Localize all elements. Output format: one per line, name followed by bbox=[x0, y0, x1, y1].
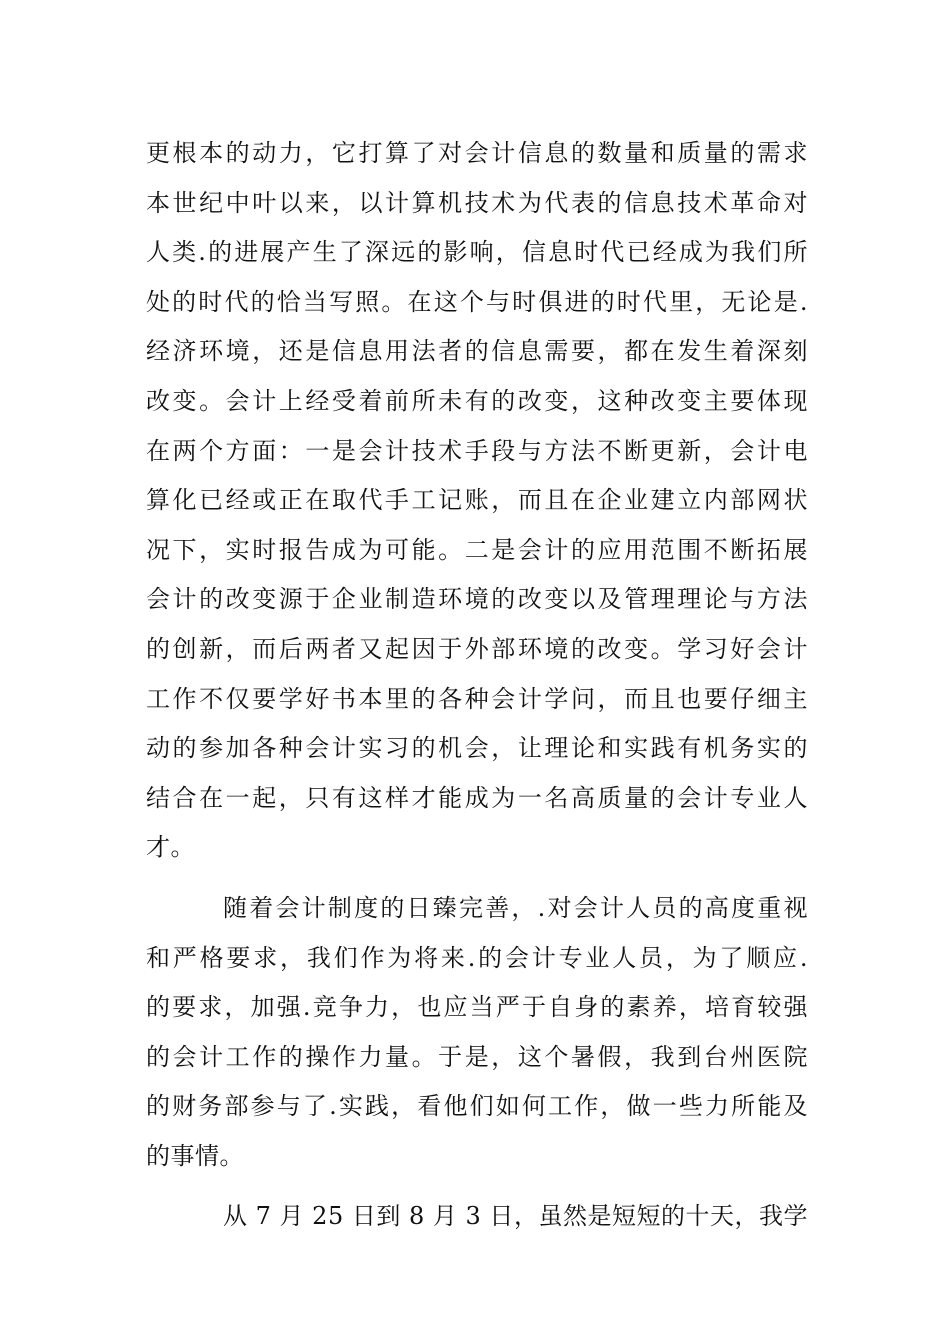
text-line: 的财务部参与了.实践，看他们如何工作，做一些力所能及 bbox=[146, 1092, 808, 1121]
text-line: 的事情。 bbox=[146, 1141, 244, 1170]
text-line: 工作不仅要学好书本里的各种会计学问，而且也要仔细主 bbox=[146, 684, 808, 713]
text-line: 从 7 月 25 日到 8 月 3 日，虽然是短短的十天，我学 bbox=[223, 1202, 808, 1231]
text-line: 人类.的进展产生了深远的影响，信息时代已经成为我们所 bbox=[146, 238, 808, 267]
text-line: 在两个方面：一是会计技术手段与方法不断更新，会计电 bbox=[146, 436, 808, 465]
text-line: 的创新，而后两者又起因于外部环境的改变。学习好会计 bbox=[146, 634, 808, 663]
paragraph-2 bbox=[146, 884, 808, 1182]
text-line: 的会计工作的操作力量。于是，这个暑假，我到台州医院 bbox=[146, 1042, 808, 1071]
paragraph-1 bbox=[146, 129, 808, 873]
text-line: 动的参加各种会计实习的机会，让理论和实践有机务实的 bbox=[146, 734, 808, 763]
text-line: 才。 bbox=[146, 833, 195, 862]
text-line: 的要求，加强.竞争力，也应当严于自身的素养，培育较强 bbox=[146, 993, 808, 1022]
paragraph-3 bbox=[146, 1192, 808, 1242]
text-line: 和严格要求，我们作为将来.的会计专业人员，为了顺应. bbox=[146, 943, 808, 972]
text-line: 结合在一起，只有这样才能成为一名高质量的会计专业人 bbox=[146, 783, 808, 812]
text-line: 改变。会计上经受着前所未有的改变，这种改变主要体现 bbox=[146, 386, 808, 415]
text-line: 处的时代的恰当写照。在这个与时俱进的时代里，无论是. bbox=[146, 287, 808, 316]
text-line: 本世纪中叶以来，以计算机技术为代表的信息技术革命对 bbox=[146, 188, 808, 217]
text-line: 况下，实时报告成为可能。二是会计的应用范围不断拓展 bbox=[146, 535, 808, 564]
text-line: 会计的改变源于企业制造环境的改变以及管理理论与方法 bbox=[146, 585, 808, 614]
text-line: 更根本的动力，它打算了对会计信息的数量和质量的需求 bbox=[146, 139, 808, 167]
text-line: 算化已经或正在取代手工记账，而且在企业建立内部网状 bbox=[146, 486, 808, 515]
document-body bbox=[146, 129, 808, 1242]
text-line: 随着会计制度的日臻完善，.对会计人员的高度重视 bbox=[223, 893, 808, 922]
text-line: 经济环境，还是信息用法者的信息需要，都在发生着深刻 bbox=[146, 337, 808, 366]
